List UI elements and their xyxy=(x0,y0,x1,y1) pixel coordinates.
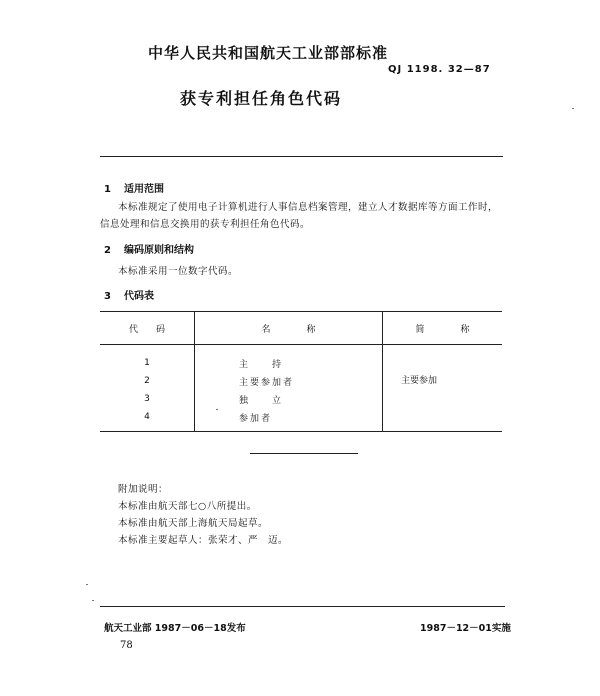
section-title: 适用范围 xyxy=(124,184,164,195)
name-cell: 参加者 xyxy=(195,408,383,432)
effective-date: 1987－12－01实施 xyxy=(420,623,511,634)
scan-speck xyxy=(216,409,218,410)
notes-line-1: 本标准由航天部七○八所提出。 xyxy=(118,501,257,512)
table-row xyxy=(100,372,502,390)
code-cell: 2 xyxy=(144,376,150,386)
notes-line-2: 本标准由航天部上海航天局起草。 xyxy=(118,518,269,529)
name-cell: 主要参加者 xyxy=(195,372,383,390)
section-number: 2 xyxy=(104,245,111,256)
section-number: 1 xyxy=(104,184,111,195)
code-cell: 3 xyxy=(144,394,150,404)
section-3-heading xyxy=(104,287,154,302)
section-2-body-line-1: 本标准采用一位数字代码。 xyxy=(118,266,239,277)
section-2-heading xyxy=(104,241,194,256)
notes-heading: 附加说明： xyxy=(118,484,169,495)
document-title: 获专利担任角色代码 xyxy=(180,89,343,108)
section-number: 3 xyxy=(104,291,111,302)
section-1-body-line-2: 信息处理和信息交换用的获专利担任角色代码。 xyxy=(100,219,311,230)
section-title: 编码原则和结构 xyxy=(124,245,194,256)
short-name-cell xyxy=(383,345,503,373)
table-row xyxy=(100,408,502,432)
scan-speck xyxy=(572,108,574,109)
section-1-body-line-1: 本标准规定了使用电子计算机进行人事信息档案管理，建立人才数据库等方面工作时， xyxy=(118,202,499,213)
section-title: 代码表 xyxy=(124,291,154,302)
code-table xyxy=(100,311,502,432)
name-cell: 主 持 xyxy=(195,345,383,373)
scan-speck xyxy=(86,584,88,585)
page-number: 78 xyxy=(120,640,133,651)
scan-speck xyxy=(92,600,94,601)
name-cell: 独 立 xyxy=(195,390,383,408)
notes-line-3: 本标准主要起草人：张荣才、严 迈。 xyxy=(118,535,289,546)
section-1-heading xyxy=(104,180,164,195)
standard-number: QJ 1198. 32—87 xyxy=(388,64,491,75)
issue-date: 航天工业部 1987－06－18发布 xyxy=(104,623,246,634)
table-end-divider xyxy=(250,453,358,454)
code-table-header-row xyxy=(100,312,502,345)
code-cell: 1 xyxy=(144,358,150,368)
short-name-cell xyxy=(383,390,503,408)
header-name: 名 称 xyxy=(195,312,383,345)
footer-divider xyxy=(100,606,505,607)
header-short-name: 简 称 xyxy=(383,312,503,345)
code-cell: 4 xyxy=(100,408,195,432)
header-code: 代 码 xyxy=(100,312,195,345)
short-name-cell xyxy=(383,408,503,432)
table-row xyxy=(100,390,502,408)
issuing-organization: 中华人民共和国航天工业部部标准 xyxy=(148,44,389,62)
short-name-cell: 主要参加 xyxy=(383,372,503,390)
table-row xyxy=(100,345,502,373)
header-divider xyxy=(100,156,503,157)
